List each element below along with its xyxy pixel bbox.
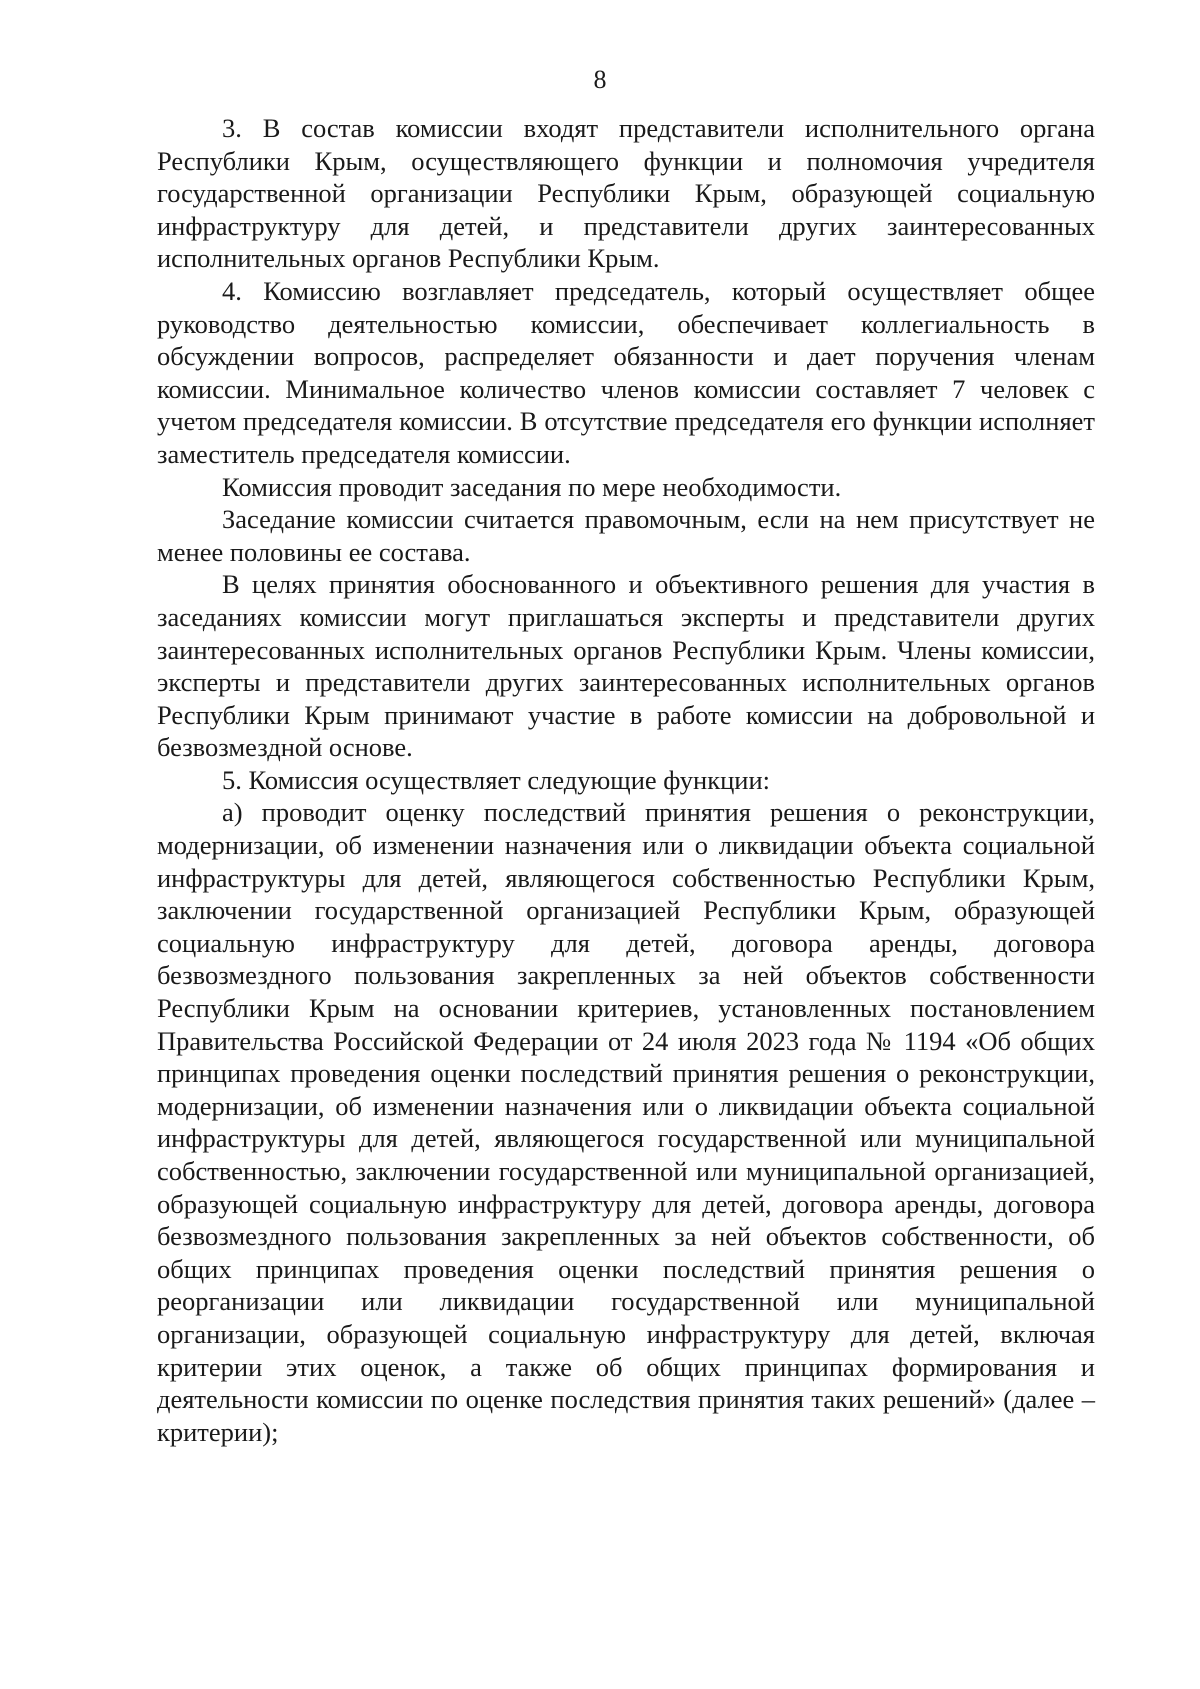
paragraph-quorum: Заседание комиссии считается правомочным, если на нем присутствует не менее половины ее состава. xyxy=(157,504,1095,567)
document-body xyxy=(157,112,1095,1448)
paragraph-experts: В целях принятия обоснованного и объективного решения для участия в заседаниях комиссии могут приглашаться эксперты и представители других заинтересованных исполнительных органов Республики Крым. Члены комиссии, эксперты и представители других заинтересованных исполнительных органов Республики Крым принимают участие в работе комиссии на добровольной и безвозмездной основе. xyxy=(157,569,1095,763)
paragraph-item-4: 4. Комиссию возглавляет председатель, который осуществляет общее руководство деятельностью комиссии, обеспечивает коллегиальность в обсуждении вопросов, распределяет обязанности и дает поручения членам комиссии. Минимальное количество членов комиссии составляет 7 человек с учетом председателя комиссии. В отсутствие председателя его функции исполняет заместитель председателя комиссии. xyxy=(157,275,1095,469)
paragraph-item-3: 3. В состав комиссии входят представители исполнительного органа Республики Крым, осуществляющего функции и полномочия учредителя государственной организации Республики Крым, образующей социальную инфраструктуру для детей, и представители других заинтересованных исполнительных органов Республики Крым. xyxy=(157,113,1095,274)
paragraph-item-5a: а) проводит оценку последствий принятия решения о реконструкции, модернизации, об изменении назначения или о ликвидации объекта социальной инфраструктуры для детей, являющегося собственностью Республики Крым, заключении государственной организацией Республики Крым, образующей социальную инфраструктуру для детей, договора аренды, договора безвозмездного пользования закрепленных за ней объектов собственности Республики Крым на основании критериев, установленных постановлением Правительства Российской Федерации от 24 июля 2023 года № 1194 «Об общих принципах проведения оценки последствий принятия решения о реконструкции, модернизации, об изменении назначения или о ликвидации объекта социальной инфраструктуры для детей, являющегося государственной или муниципальной собственностью, заключении государственной или муниципальной организацией, образующей социальную инфраструктуру для детей, договора аренды, договора безвозмездного пользования закрепленных за ней объектов собственности, об общих принципах проведения оценки последствий принятия решения о реорганизации или ликвидации государственной или муниципальной организации, образующей социальную инфраструктуру для детей, включая критерии этих оценок, а также об общих принципах формирования и деятельности комиссии по оценке последствия принятия таких решений» (далее – критерии); xyxy=(157,797,1095,1447)
page-number: 8 xyxy=(593,65,607,94)
paragraph-meetings: Комиссия проводит заседания по мере необходимости. xyxy=(222,471,842,502)
paragraph-item-5: 5. Комиссия осуществляет следующие функции: xyxy=(222,764,770,795)
